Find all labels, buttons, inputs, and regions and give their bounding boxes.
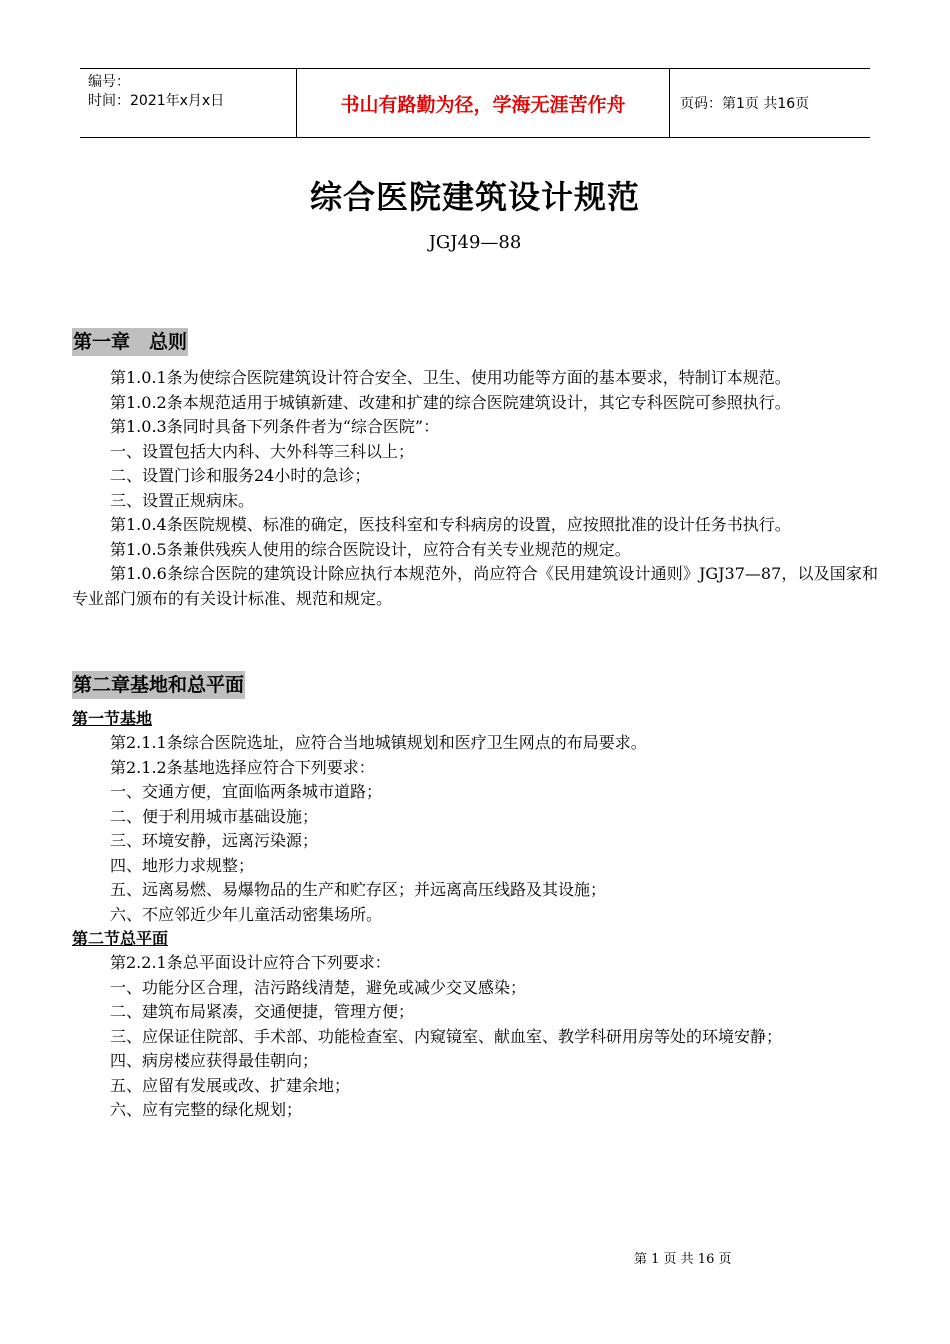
paragraph: 五、远离易燃、易爆物品的生产和贮存区；并远离高压线路及其设施； [110, 880, 607, 899]
paragraph: 一、交通方便，宜面临两条城市道路； [110, 782, 383, 801]
paragraph: 三、设置正规病床。 [110, 490, 255, 510]
paragraph: 第1.0.1条为使综合医院建筑设计符合安全、卫生、使用功能等方面的基本要求，特制订本规范。 [110, 368, 791, 387]
paragraph: 五、应留有发展或改、扩建余地； [110, 1075, 351, 1095]
chapter-2-title: 第二章基地和总平面 [72, 671, 245, 699]
paragraph: 一、功能分区合理，洁污路线清楚，避免或减少交叉感染； [110, 977, 527, 997]
paragraph: 第1.0.5条兼供残疾人使用的综合医院设计，应符合有关专业规范的规定。 [110, 539, 631, 559]
paragraph: 二、便于利用城市基础设施； [110, 806, 319, 826]
paragraph: 六、不应邻近少年儿童活动密集场所。 [110, 904, 383, 924]
chapter-1-title: 第一章 总则 [72, 328, 188, 356]
document-title: 综合医院建筑设计规范 [309, 178, 640, 216]
document-code: JGJ49—88 [428, 232, 522, 253]
page-header [80, 68, 870, 138]
section-2-title: 第二节总平面 [72, 929, 169, 948]
header-page-info: 页码：第1页 共16页 [680, 96, 810, 112]
paragraph: 二、设置门诊和服务24小时的急诊； [110, 466, 371, 485]
paragraph: 二、建筑布局紧凑，交通便捷，管理方便； [110, 1002, 415, 1021]
paragraph: 四、病房楼应获得最佳朝向； [110, 1051, 319, 1070]
paragraph: 一、设置包括大内科、大外科等三科以上； [110, 441, 415, 461]
section-1-title: 第一节基地 [72, 709, 153, 728]
document-body [72, 328, 878, 1123]
paragraph: 三、环境安静，远离污染源； [110, 831, 319, 850]
header-meta [80, 69, 297, 137]
paragraph: 第1.0.3条同时具备下列条件者为“综合医院”： [110, 417, 440, 436]
paragraph: 三、应保证住院部、手术部、功能检查室、内窥镜室、献血室、教学科研用房等处的环境安静； [110, 1026, 783, 1046]
paragraph: 四、地形力求规整； [110, 855, 255, 875]
number-label: 编号： [88, 74, 130, 90]
paragraph: 第1.0.4条医院规模、标准的确定，医技科室和专科病房的设置，应按照批准的设计任务书执行。 [110, 515, 791, 534]
page-footer: 第 1 页 共 16 页 [634, 1252, 732, 1267]
paragraph: 第2.1.2条基地选择应符合下列要求： [110, 757, 375, 777]
paragraph: 第2.1.1条综合医院选址，应符合当地城镇规划和医疗卫生网点的布局要求。 [110, 733, 647, 752]
header-motto: 书山有路勤为径，学海无涯苦作舟 [297, 69, 670, 137]
time-label: 时间：2021年x月x日 [88, 93, 225, 109]
paragraph: 第2.2.1条总平面设计应符合下列要求： [110, 953, 391, 972]
paragraph: 六、应有完整的绿化规划； [110, 1100, 303, 1119]
paragraph: 第1.0.6条综合医院的建筑设计除应执行本规范外，尚应符合《民用建筑设计通则》JGJ37—87，以及国家和专业部门颁布的有关设计标准、规范和规定。 [72, 564, 878, 608]
paragraph: 第1.0.2条本规范适用于城镇新建、改建和扩建的综合医院建筑设计，其它专科医院可参照执行。 [110, 392, 791, 412]
